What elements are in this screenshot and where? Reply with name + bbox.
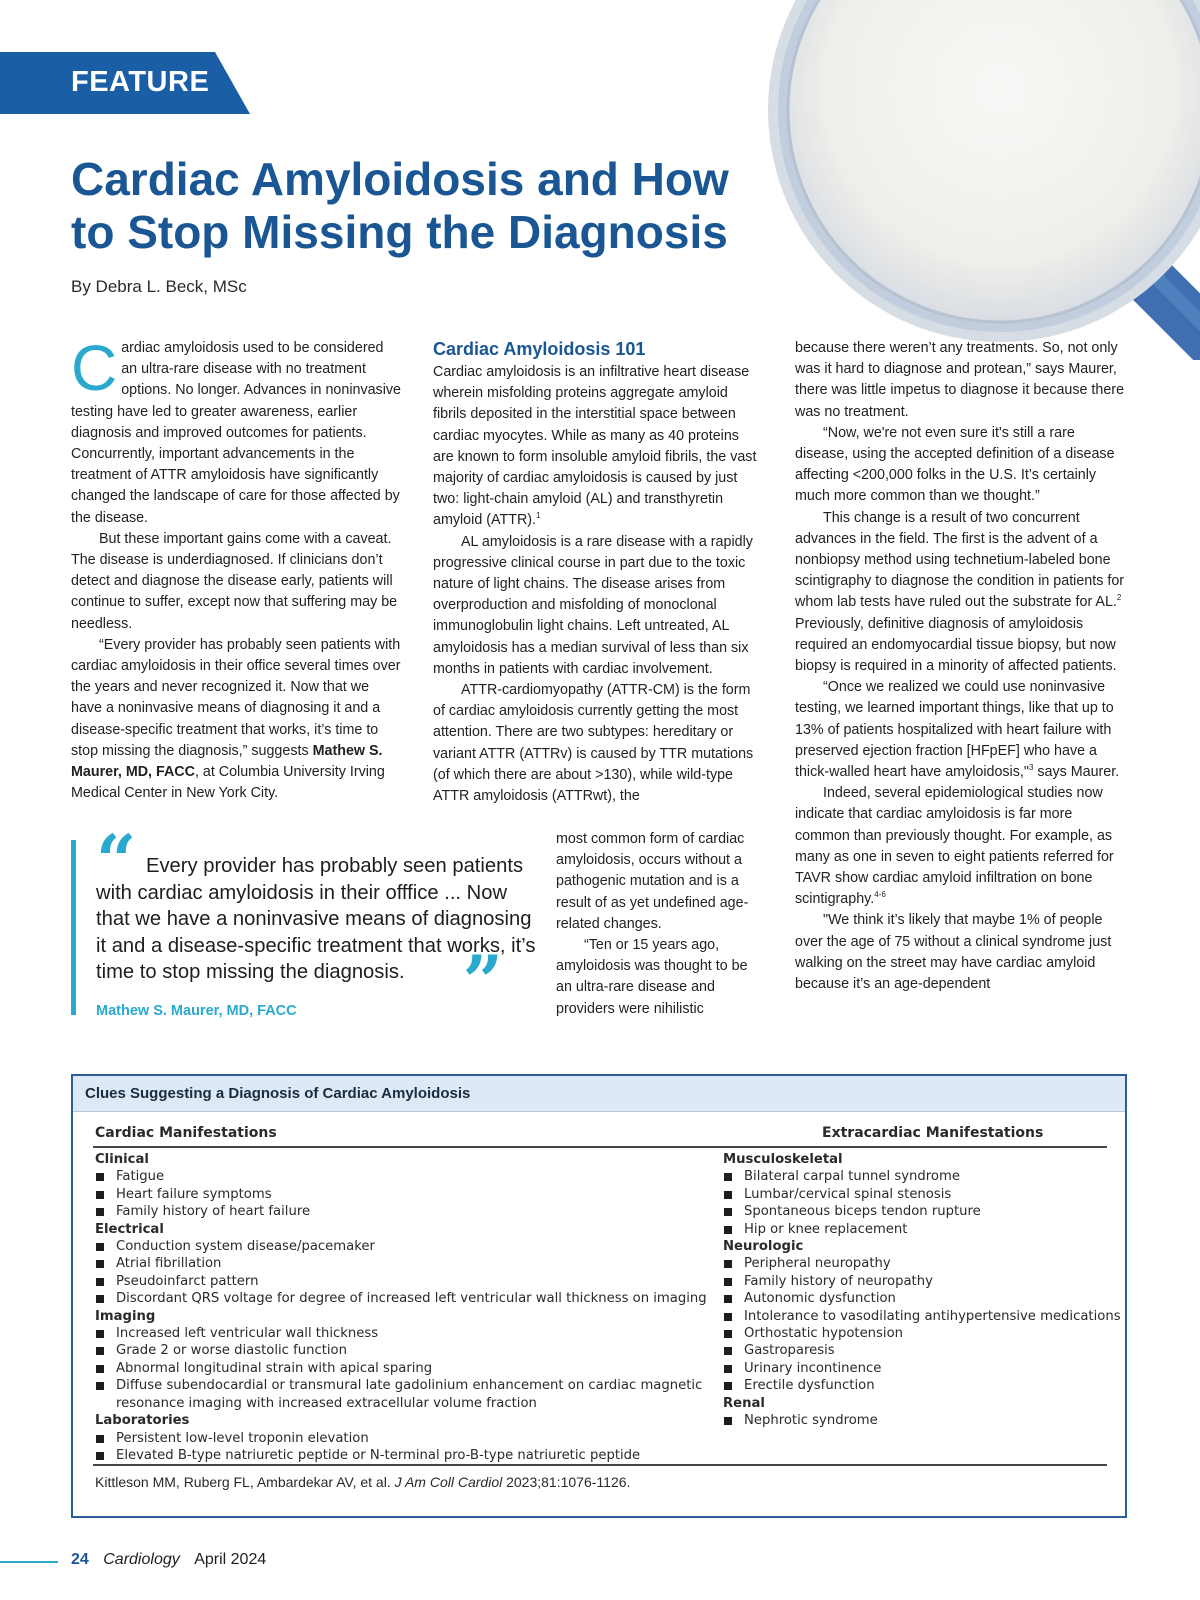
list-item: Discordant QRS voltage for degree of increased left ventricular wall thickness on imaging bbox=[95, 1290, 715, 1307]
list-item: Nephrotic syndrome bbox=[723, 1412, 1123, 1429]
paragraph: because there weren’t any treatments. So, not only was it hard to diagnose and protean,” says Maurer, there was little impetus to diagnose it because there was no treatment. bbox=[795, 340, 1125, 420]
square-bullet-icon bbox=[96, 1173, 104, 1181]
title-line-1: Cardiac Amyloidosis and How bbox=[71, 153, 729, 205]
square-bullet-icon bbox=[724, 1173, 732, 1181]
cardiac-manifestations-list bbox=[95, 1151, 715, 1464]
paragraph: “Now, we're not even sure it's still a rare disease, using the accepted definition of a disease affecting <200,000 folks in the U.S. It’s certainly much more common than we thought.” bbox=[795, 424, 1115, 505]
pull-quote bbox=[71, 819, 546, 1024]
square-bullet-icon bbox=[96, 1260, 104, 1268]
square-bullet-icon bbox=[724, 1191, 732, 1199]
category-heading: Renal bbox=[723, 1395, 765, 1411]
table-rule bbox=[93, 1464, 1107, 1466]
paragraph: "We think it’s likely that maybe 1% of people over the age of 75 without a clinical syndrome just walking on the street may have cardiac amyloid because it’s an age-dependent bbox=[795, 912, 1112, 993]
category-heading: Musculoskeletal bbox=[723, 1152, 843, 1167]
magnifying-glass-icon bbox=[760, 0, 1200, 360]
category-heading: Electrical bbox=[95, 1221, 164, 1237]
section-heading: Cardiac Amyloidosis 101 bbox=[433, 339, 646, 359]
page-footer bbox=[71, 1551, 266, 1569]
paragraph: “Once we realized we could use noninvasive testing, we learned important things, like that up to 13% of patients hospitalized with heart failure with preserved ejection fraction [HFpEF] who have a thick-walled heart have amyloidosis,"$^3$ says Maurer. bbox=[795, 679, 1120, 781]
list-item: Gastroparesis bbox=[723, 1342, 1123, 1359]
extracardiac-manifestations-header: Extracardiac Manifestations bbox=[822, 1125, 1044, 1141]
list-item: Bilateral carpal tunnel syndrome bbox=[723, 1168, 1123, 1185]
list-item: Lumbar/cervical spinal stenosis bbox=[723, 1186, 1123, 1203]
square-bullet-icon bbox=[96, 1365, 104, 1373]
list-item: Autonomic dysfunction bbox=[723, 1290, 1123, 1307]
category-heading: Imaging bbox=[95, 1308, 156, 1324]
square-bullet-icon bbox=[96, 1208, 104, 1216]
open-quote-icon: “ bbox=[96, 819, 137, 902]
paragraph: “Every provider has probably seen patients with cardiac amyloidosis in their office several times over the years and never recognized it. Now that we have a noninvasive means of diagnosing it and a disease-specific treatment that works, it’s time to stop missing the diagnosis,” suggests Mathew S. Maurer, MD, FACC, at Columbia University Irving Medical Center in New York City. bbox=[71, 636, 401, 802]
close-quote-icon: ” bbox=[462, 940, 503, 1024]
list-item: Increased left ventricular wall thickness bbox=[95, 1325, 715, 1342]
extracardiac-manifestations-list bbox=[723, 1151, 1123, 1430]
footnote-ref: 1 bbox=[536, 511, 541, 521]
expert-name: Mathew S. Maurer, MD, FACC bbox=[71, 742, 383, 781]
paragraph: This change is a result of two concurrent advances in the field. The first is the advent of a nonbiopsy method using technetium-labeled bone scintigraphy to diagnose the condition in patients for whom lab tests have ruled out the substrate for AL.$^2$ Previously, definitive diagnosis of amyloidosis required an endomyocardial tissue biopsy, but now biopsy is required in a minority of affected patients. bbox=[795, 509, 1125, 675]
square-bullet-icon bbox=[96, 1347, 104, 1355]
table-rule bbox=[93, 1146, 1107, 1148]
title-line-2: to Stop Missing the Diagnosis bbox=[71, 206, 728, 258]
paragraph: But these important gains come with a caveat. The disease is underdiagnosed. If clinicians don’t detect and diagnose the disease early, patients will continue to suffer, except now that suffering may be needless. bbox=[71, 530, 398, 632]
paragraph: ATTR-cardiomyopathy (ATTR-CM) is the form of cardiac amyloidosis currently getting the most attention. There are two subtypes: hereditary or variant ATTR (ATTRv) is caused by TTR mutations (of which there are about >130), while wild-type ATTR amyloidosis (ATTRwt), the bbox=[433, 682, 754, 805]
square-bullet-icon bbox=[96, 1382, 104, 1390]
article-title bbox=[71, 153, 791, 259]
list-item: Persistent low-level troponin elevation bbox=[95, 1430, 715, 1447]
square-bullet-icon bbox=[724, 1278, 732, 1286]
list-item: Family history of neuropathy bbox=[723, 1273, 1123, 1290]
byline: By Debra L. Beck, MSc bbox=[71, 277, 247, 296]
footnote-ref: 4-6 bbox=[874, 890, 886, 900]
list-item: Elevated B-type natriuretic peptide or N-terminal pro-B-type natriuretic peptide bbox=[95, 1447, 715, 1464]
square-bullet-icon bbox=[724, 1330, 732, 1338]
list-item: Erectile dysfunction bbox=[723, 1377, 1123, 1394]
paragraph: AL amyloidosis is a rare disease with a rapidly progressive clinical course in part due to the toxic nature of light chains. The disease arises from overproduction and misfolding of monoclonal immunoglobulin light chains. Left untreated, AL amyloidosis has a median survival of less than six months in patients with cardiac involvement. bbox=[433, 533, 753, 677]
article-column-2 bbox=[433, 338, 763, 807]
footnote-ref: 2 bbox=[1116, 593, 1122, 603]
category-heading: Neurologic bbox=[723, 1239, 804, 1255]
square-bullet-icon bbox=[724, 1295, 732, 1303]
paragraph: Indeed, several epidemiological studies now indicate that cardiac amyloidosis is far more common than previously thought. For example, as many as one in seven to eight patients referred for TAVR show cardiac amyloid infiltration on bone scintigraphy.$^{4-6}$ bbox=[795, 785, 1114, 908]
footnote-ref: 3 bbox=[1028, 763, 1034, 773]
list-item: Abnormal longitudinal strain with apical sparing bbox=[95, 1360, 715, 1377]
list-item: Atrial fibrillation bbox=[95, 1255, 715, 1272]
category-heading: Laboratories bbox=[95, 1413, 190, 1429]
category-heading: Clinical bbox=[95, 1152, 149, 1167]
intro-paragraph: Cardiac amyloidosis used to be considered an ultra-rare disease with no treatment options. No longer. Advances in noninvasive testing have led to greater awareness, earlier diagnosis and improved outcomes for patients. Concurrently, important advancements in the treatment of ATTR amyloidosis have significantly changed the landscape of care for those affected by the disease. bbox=[71, 332, 401, 526]
page-number: 24 bbox=[71, 1551, 89, 1568]
pull-quote-text: Every provider has probably seen patients with cardiac amyloidosis in their offfice ... Now that we have a noninvasive means of diagnosing it and a disease-specific treatment that works, it’s time to stop missing the diagnosis. ” bbox=[96, 855, 536, 1024]
list-item: Diffuse subendocardial or transmural late gadolinium enhancement on cardiac magnetic resonance imaging with increased extracellular volume fraction bbox=[95, 1377, 715, 1412]
list-item: Grade 2 or worse diastolic function bbox=[95, 1342, 715, 1359]
square-bullet-icon bbox=[96, 1243, 104, 1251]
square-bullet-icon bbox=[724, 1382, 732, 1390]
issue-date: April 2024 bbox=[194, 1551, 267, 1568]
list-item: Orthostatic hypotension bbox=[723, 1325, 1123, 1342]
feature-label: FEATURE bbox=[71, 66, 210, 98]
pull-quote-attribution: Mathew S. Maurer, MD, FACC bbox=[96, 1003, 297, 1019]
publication-name: Cardiology bbox=[103, 1551, 180, 1568]
square-bullet-icon bbox=[724, 1208, 732, 1216]
square-bullet-icon bbox=[96, 1278, 104, 1286]
square-bullet-icon bbox=[724, 1347, 732, 1355]
square-bullet-icon bbox=[724, 1260, 732, 1268]
list-item: Intolerance to vasodilating antihypertensive medications bbox=[723, 1308, 1123, 1325]
article-column-1 bbox=[71, 332, 401, 804]
square-bullet-icon bbox=[724, 1313, 732, 1321]
square-bullet-icon bbox=[96, 1452, 104, 1460]
paragraph: Cardiac amyloidosis is an infiltrative heart disease wherein misfolding proteins aggregate amyloid fibrils deposited in the interstitial space between cardiac myocytes. While as many as 40 proteins are known to form insoluble amyloid fibrils, the vast majority of cardiac amyloidosis is caused by just two: light-chain amyloid (AL) and transthyretin amyloid (ATTR).$^1$ bbox=[433, 364, 757, 529]
list-item: Conduction system disease/pacemaker bbox=[95, 1238, 715, 1255]
clues-table-title: Clues Suggesting a Diagnosis of Cardiac Amyloidosis bbox=[73, 1076, 1125, 1112]
square-bullet-icon bbox=[724, 1365, 732, 1373]
footer-rule bbox=[0, 1561, 58, 1563]
square-bullet-icon bbox=[96, 1191, 104, 1199]
article-column-3 bbox=[795, 338, 1130, 995]
article-column-2-continued bbox=[556, 829, 764, 1020]
list-item: Fatigue bbox=[95, 1168, 715, 1185]
citation: Kittleson MM, Ruberg FL, Ambardekar AV, et al. J Am Coll Cardiol 2023;81:1076-1126. bbox=[95, 1474, 631, 1490]
clues-table bbox=[71, 1074, 1127, 1518]
list-item: Hip or knee replacement bbox=[723, 1221, 1123, 1238]
paragraph: “Ten or 15 years ago, amyloidosis was thought to be an ultra-rare disease and providers were nihilistic bbox=[556, 937, 748, 1017]
list-item: Pseudoinfarct pattern bbox=[95, 1273, 715, 1290]
square-bullet-icon bbox=[96, 1295, 104, 1303]
square-bullet-icon bbox=[96, 1435, 104, 1443]
square-bullet-icon bbox=[724, 1417, 732, 1425]
square-bullet-icon bbox=[96, 1330, 104, 1338]
list-item: Spontaneous biceps tendon rupture bbox=[723, 1203, 1123, 1220]
paragraph: most common form of cardiac amyloidosis, occurs without a pathogenic mutation and is a result of as yet undefined age-related changes. bbox=[556, 831, 749, 932]
list-item: Heart failure symptoms bbox=[95, 1186, 715, 1203]
list-item: Peripheral neuropathy bbox=[723, 1255, 1123, 1272]
drop-cap: C bbox=[71, 332, 118, 404]
cardiac-manifestations-header: Cardiac Manifestations bbox=[95, 1125, 277, 1141]
list-item: Family history of heart failure bbox=[95, 1203, 715, 1220]
list-item: Urinary incontinence bbox=[723, 1360, 1123, 1377]
square-bullet-icon bbox=[724, 1226, 732, 1234]
